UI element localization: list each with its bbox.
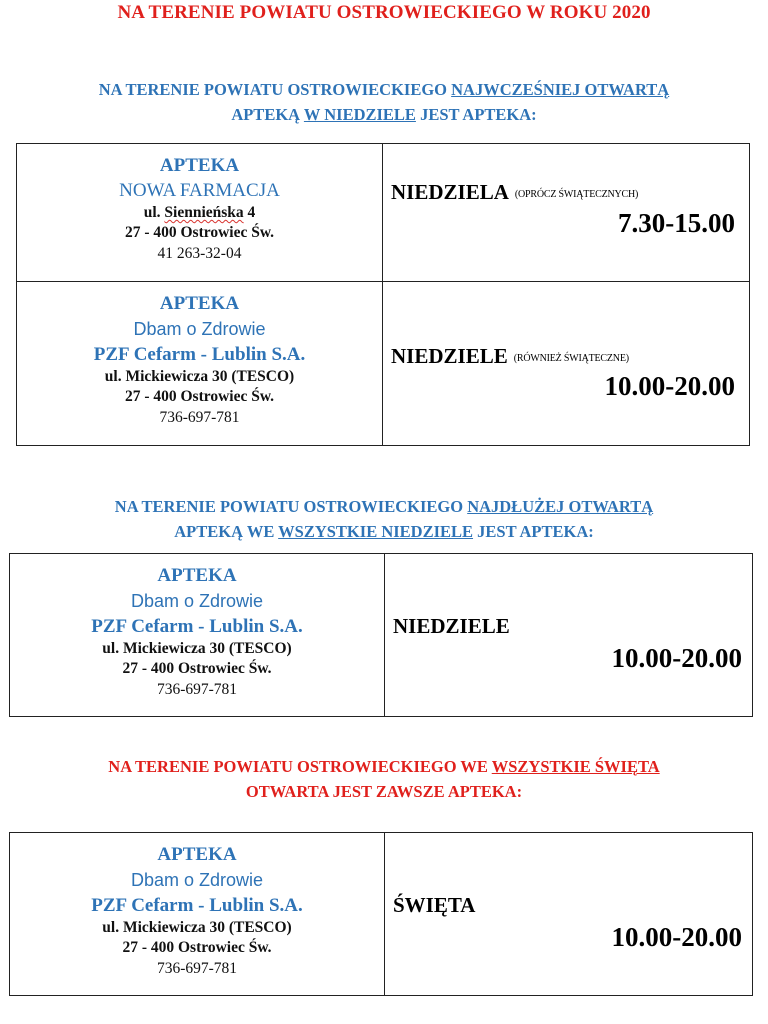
pharmacy-phone: 736-697-781 <box>156 681 238 698</box>
pharmacy-company: PZF Cefarm - Lublin S.A. <box>91 616 303 637</box>
pharmacy-company: PZF Cefarm - Lublin S.A. <box>91 895 303 916</box>
section3-heading-line2: OTWARTA JEST ZAWSZE APTEKA: <box>245 782 523 801</box>
opening-hours-cell <box>385 833 753 996</box>
section1-table <box>16 143 750 446</box>
pharmacy-title: APTEKA <box>157 565 237 586</box>
day-label: NIEDZIELE <box>393 614 510 638</box>
opening-hours-cell <box>383 144 750 282</box>
pharmacy-info <box>10 554 385 717</box>
opening-hours: 10.00-20.00 <box>611 922 742 952</box>
opening-hours: 7.30-15.00 <box>618 208 735 238</box>
table-row <box>10 833 753 996</box>
pharmacy-street: ul. Mickiewicza 30 (TESCO) <box>104 368 295 385</box>
table-row <box>10 554 753 717</box>
pharmacy-city: 27 - 400 Ostrowiec Św. <box>122 660 272 677</box>
opening-hours: 10.00-20.00 <box>611 643 742 673</box>
table-row <box>17 282 750 446</box>
pharmacy-title: APTEKA <box>159 155 240 176</box>
section2-heading-line1: NA TERENIE POWIATU OSTROWIECKIEGO NAJDŁUŻEJ OTWARTĄ <box>114 497 654 516</box>
pharmacy-city: 27 - 400 Ostrowiec Św. <box>124 224 275 241</box>
pharmacy-name: NOWA FARMACJA <box>119 180 280 201</box>
pharmacy-info <box>17 144 383 282</box>
section1-heading-line2: APTEKĄ W NIEDZIELE JEST APTEKA: <box>231 105 537 124</box>
section3-heading <box>0 754 768 804</box>
pharmacy-name: Dbam o Zdrowie <box>130 870 264 890</box>
section1-heading <box>0 77 768 127</box>
table-row <box>17 144 750 282</box>
day-label: ŚWIĘTA <box>393 893 476 917</box>
pharmacy-info <box>17 282 383 446</box>
pharmacy-phone: 736-697-781 <box>159 409 240 426</box>
pharmacy-name: Dbam o Zdrowie <box>130 591 264 611</box>
opening-hours-cell <box>383 282 750 446</box>
section3-table <box>9 832 753 996</box>
pharmacy-city: 27 - 400 Ostrowiec Św. <box>124 388 275 405</box>
section1-heading-line1: NA TERENIE POWIATU OSTROWIECKIEGO NAJWCZEŚNIEJ OTWARTĄ <box>98 80 670 99</box>
pharmacy-street: ul. Mickiewicza 30 (TESCO) <box>102 640 292 657</box>
day-note: (RÓWNIEŻ ŚWIĄTECZNE) <box>513 353 629 364</box>
opening-hours: 10.00-20.00 <box>604 371 735 401</box>
pharmacy-info <box>10 833 385 996</box>
section2-heading-line2: APTEKĄ WE WSZYSTKIE NIEDZIELE JEST APTEKA: <box>174 522 594 541</box>
pharmacy-company: PZF Cefarm - Lublin S.A. <box>93 344 306 365</box>
section2-heading <box>0 494 768 544</box>
pharmacy-phone: 41 263-32-04 <box>157 245 242 262</box>
pharmacy-title: APTEKA <box>159 293 240 314</box>
pharmacy-name: Dbam o Zdrowie <box>133 319 266 339</box>
pharmacy-city: 27 - 400 Ostrowiec Św. <box>122 939 272 956</box>
pharmacy-phone: 736-697-781 <box>156 960 238 977</box>
pharmacy-street: ul. Mickiewicza 30 (TESCO) <box>102 919 292 936</box>
day-note: (OPRÓCZ ŚWIĄTECZNYCH) <box>514 189 639 200</box>
section3-heading-line1: NA TERENIE POWIATU OSTROWIECKIEGO WE WSZYSTKIE ŚWIĘTA <box>108 757 660 776</box>
pharmacy-title: APTEKA <box>157 844 237 865</box>
page-title: NA TERENIE POWIATU OSTROWIECKIEGO W ROKU 2020 <box>117 2 651 23</box>
pharmacy-street: ul. Sienniеńska 4 <box>143 204 256 221</box>
opening-hours-cell <box>385 554 753 717</box>
day-label: NIEDZIELE (RÓWNIEŻ ŚWIĄTECZNE) <box>391 344 629 368</box>
section2-table <box>9 553 753 717</box>
day-label: NIEDZIELA (OPRÓCZ ŚWIĄTECZNYCH) <box>391 180 639 204</box>
